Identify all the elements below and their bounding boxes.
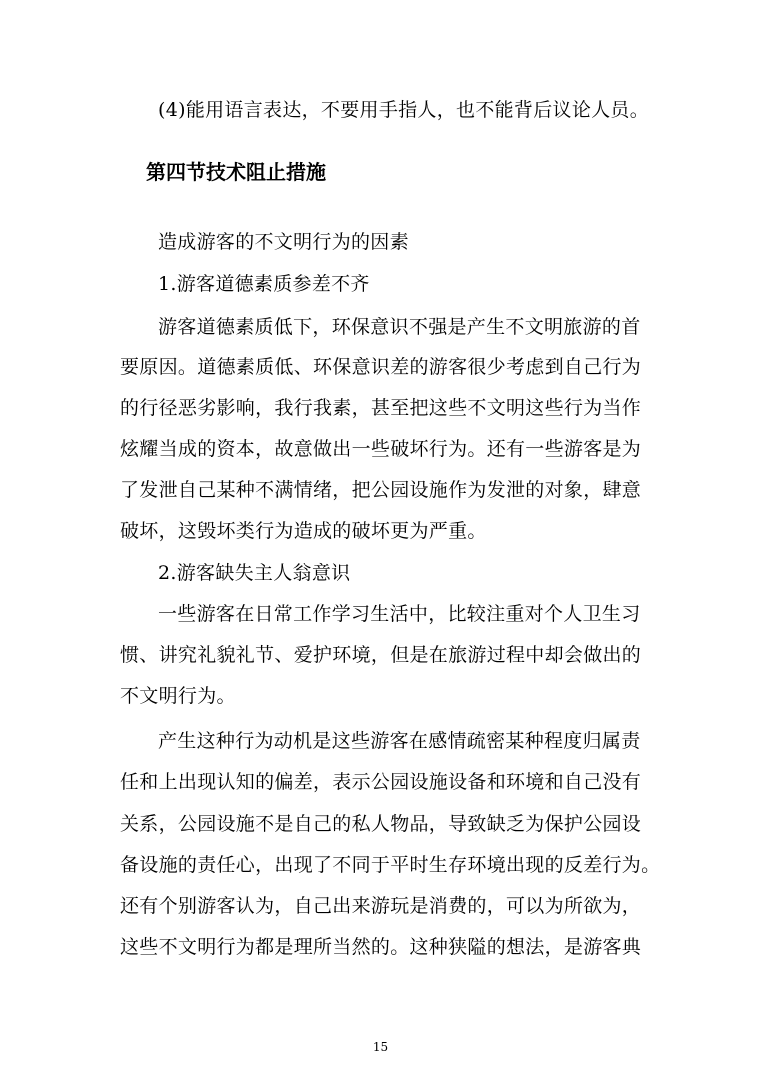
- paragraph-3-line: 关系，公园设施不是自己的私人物品，导致缺乏为保护公园设: [120, 813, 642, 835]
- paragraph-1-line: 游客道德素质低下，环保意识不强是产生不文明旅游的首: [158, 316, 641, 338]
- paragraph-2-line: 惯、讲究礼貌礼节、爱护环境，但是在旅游过程中却会做出的: [120, 644, 642, 666]
- paragraph-1-line: 了发泄自己某种不满情绪，把公园设施作为发泄的对象，肆意: [120, 479, 642, 501]
- paragraph-1-line: 破坏，这毁坏类行为造成的破坏更为严重。: [120, 520, 487, 542]
- paragraph-2-line: 一些游客在日常工作学习生活中，比较注重对个人卫生习: [158, 603, 641, 625]
- section-heading: 第四节技术阻止措施: [146, 160, 326, 184]
- paragraph-2-line: 不文明行为。: [120, 685, 236, 707]
- page-number: 15: [372, 1040, 389, 1054]
- paragraph-3-line: 备设施的责任心，出现了不同于平时生存环境出现的反差行为。: [120, 854, 661, 876]
- paragraph-3-line: 产生这种行为动机是这些游客在感情疏密某种程度归属责: [158, 730, 641, 752]
- paragraph-1-line: 要原因。道德素质低、环保意识差的游客很少考虑到自己行为: [120, 356, 642, 378]
- factors-title: 造成游客的不文明行为的因素: [158, 231, 409, 253]
- subsection-1-title: 1.游客道德素质参差不齐: [158, 273, 370, 295]
- paragraph-3-line: 这些不文明行为都是理所当然的。这种狭隘的想法，是游客典: [120, 936, 642, 958]
- paragraph-1-line: 的行径恶劣影响，我行我素，甚至把这些不文明这些行为当作: [120, 397, 642, 419]
- item-4-text: (4)能用语言表达，不要用手指人，也不能背后议论人员。: [158, 99, 650, 121]
- subsection-2-title: 2.游客缺失主人翁意识: [158, 562, 351, 584]
- paragraph-1-line: 炫耀当成的资本，故意做出一些破坏行为。还有一些游客是为: [120, 438, 642, 460]
- paragraph-3-line: 任和上出现认知的偏差，表示公园设施设备和环境和自己没有: [120, 771, 642, 793]
- paragraph-3-line: 还有个别游客认为，自己出来游玩是消费的，可以为所欲为，: [120, 895, 642, 917]
